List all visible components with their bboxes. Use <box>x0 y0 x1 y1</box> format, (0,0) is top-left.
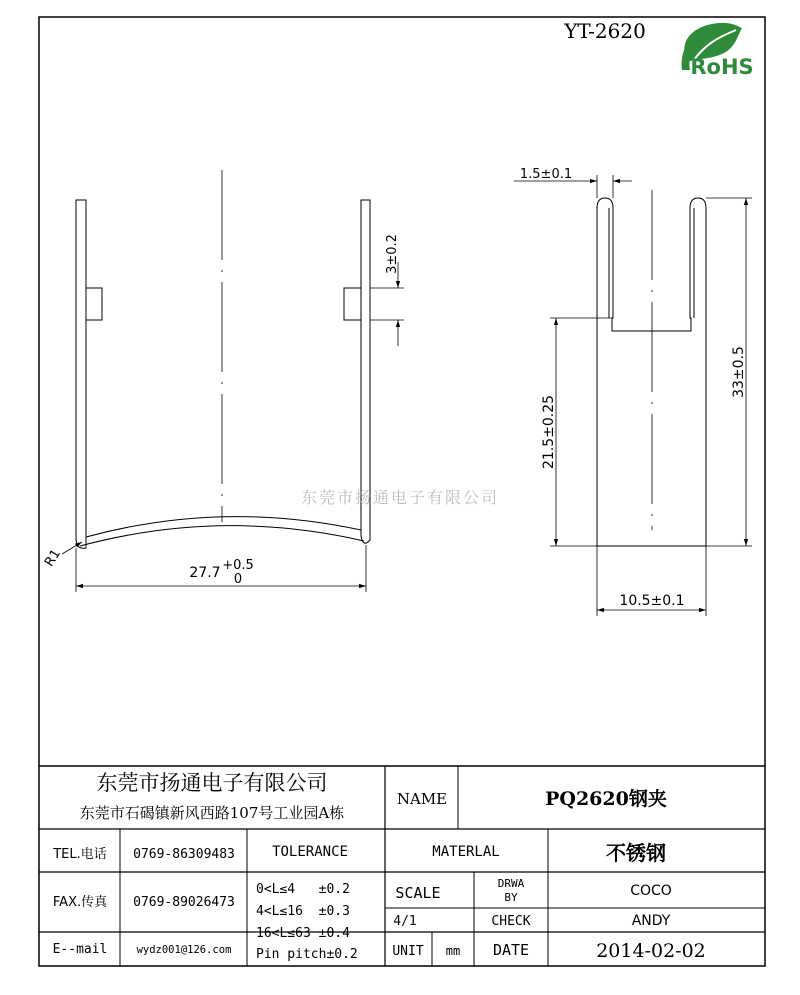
date-value: 2014-02-02 <box>596 940 706 962</box>
dim-side-width-label: 10.5±0.1 <box>619 593 685 609</box>
scale-value: 4/1 <box>393 914 417 929</box>
drawn-by-label-2: BY <box>504 891 518 904</box>
front-right-tab <box>344 288 361 320</box>
email-label: E--mail <box>52 942 108 957</box>
unit-label: UNIT <box>392 944 424 959</box>
company-watermark: 东莞市扬通电子有限公司 <box>300 488 500 507</box>
material-value: 不锈钢 <box>606 841 666 865</box>
drawing-number: YT-2620 <box>564 19 646 43</box>
check-value: ANDY <box>631 913 671 929</box>
fax-label: FAX.传真 <box>52 895 108 910</box>
front-left-tab <box>86 288 102 320</box>
drawn-by-label-1: DRWA <box>497 877 525 890</box>
fax-value: 0769-89026473 <box>133 895 235 910</box>
tolerance-line-1: 0<L≤4 ±0.2 <box>256 882 350 897</box>
dim-slot-label: 1.5±0.1 <box>519 167 573 182</box>
dim-height-lower-label: 21.5±0.25 <box>541 394 557 470</box>
side-view-outline <box>597 198 706 546</box>
side-height-lower-dimension <box>550 318 613 546</box>
email-value: wydz001@126.com <box>136 944 232 956</box>
front-left-arm <box>76 200 86 548</box>
unit-value: mm <box>445 944 461 958</box>
name-label: NAME <box>396 790 448 808</box>
dim-width-tol-lower: 0 <box>233 572 243 587</box>
company-address: 东莞市石碣镇新风西路107号工业园A栋 <box>79 804 345 822</box>
company-name: 东莞市扬通电子有限公司 <box>96 771 328 795</box>
front-curved-base <box>86 517 361 537</box>
radius-leader <box>62 542 82 554</box>
name-value: PQ2620钢夹 <box>545 788 667 810</box>
dim-width-main: 27.7 <box>189 565 221 581</box>
tolerance-label: TOLERANCE <box>272 844 348 860</box>
tel-label: TEL.电话 <box>53 847 107 862</box>
check-label: CHECK <box>491 914 531 929</box>
side-view <box>597 190 706 546</box>
tolerance-line-3: 16<L≤63 ±0.4 <box>256 926 350 941</box>
material-label: MATERLAL <box>432 844 500 860</box>
date-label: DATE <box>492 941 530 959</box>
scale-label: SCALE <box>395 884 441 902</box>
drawn-by-value: COCO <box>630 883 672 899</box>
tel-value: 0769-86309483 <box>133 847 235 862</box>
tolerance-line-4: Pin pitch±0.2 <box>256 947 358 962</box>
dim-height-total-label: 33±0.5 <box>731 346 747 398</box>
tolerance-line-2: 4<L≤16 ±0.3 <box>256 904 350 919</box>
dim-width-tol-upper: +0.5 <box>222 558 254 573</box>
dim-radius-label: R1 <box>42 546 64 570</box>
front-width-dimension <box>76 545 366 592</box>
dim-tab-label: 3±0.2 <box>385 234 400 274</box>
rohs-text: RoHS <box>690 55 754 79</box>
rohs-logo <box>682 23 754 79</box>
